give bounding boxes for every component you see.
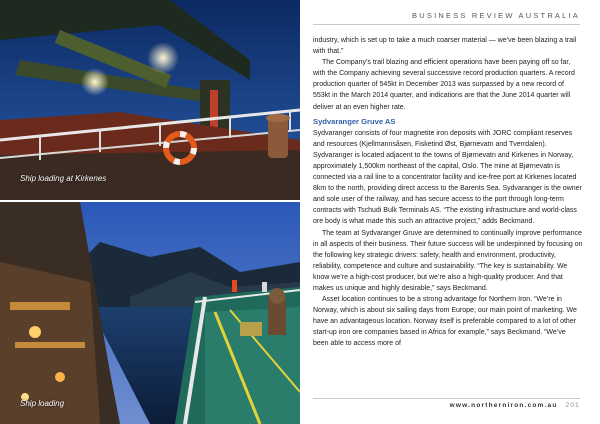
photo-ship-loading-deck <box>0 202 300 424</box>
article-paragraph: The team at Sydvaranger Gruve are determined to continually improve performance in all aspects of their business. Their future success will be underpinned by focusing on the following key strategic drivers: safety, health and environment, productivity, reliability, competence and culture and sustainability. “The key is sustainability. We know we’re a high-cost producer, but we’re also a high-quality producer. And that makes us unique and highly desirable,” says Beckmand. <box>313 229 583 292</box>
section-subheading: Sydvaranger Gruve AS <box>313 116 396 126</box>
header-rule <box>313 24 580 25</box>
caption-top-photo: Ship loading at Kirkenes <box>20 174 107 183</box>
article-body <box>313 35 583 350</box>
article-paragraph: Asset location continues to be a strong advantage for Northern Iron. “We’re in Norway, which is about six sailing days from Europe; our main point of marketing. We have an advantageous location. Norway itself is preferable compared to a lot of other start-up iron ore companies based in Africa for example,” says Beckmand. “We’ve been able to access more of <box>313 296 577 348</box>
article-paragraph: industry, which is set up to take a much coarser material — we’ve been blazing a trail with that.” <box>313 37 577 56</box>
footer-rule <box>313 398 580 399</box>
footer-url-link[interactable]: www.northerniron.com.au <box>449 402 558 409</box>
publication-header: BUSINESS REVIEW AUSTRALIA <box>412 11 580 20</box>
caption-bottom-photo: Ship loading <box>20 399 65 408</box>
article-paragraph: Sydvaranger consists of four magnetite iron deposits with JORC compliant reserves and resources (Kjellmannsåsen, Fisketind Øst, Bjørnevatn and Tverrdalen). Sydvaranger is located adjacent to the towns of Bjørnevatn and Kirkenes in Norway, approximately 1,500km northeast of the capital, Oslo. The mine at Bjørnevatn is connected via a rail line to a concentrator facility and ice-free port at Kirkenes located 8km to the north, providing direct access to the Barents Sea. Sydvaranger is the owner and sole user of the railway, and has secure access to the port through long-term contracts with Tschudi Bulk Terminals AS. “The existing infrastructure and world-class ore body is what made this such an attractive project,” adds Beckmand. <box>313 129 582 226</box>
article-paragraph: The Company’s trail blazing and efficient operations have been paying off so far, with the Company achieving several successive record production quarters. A record production quarter of 545kt in December 2013 was surpassed by a new record of 553kt in the March 2014 quarter, and indications are that the June 2014 quarter will deliver at an even higher rate. <box>313 59 575 111</box>
page-footer <box>450 402 580 409</box>
page-number: 201 <box>565 402 580 409</box>
photo-ship-loading-kirkenes <box>0 0 300 200</box>
